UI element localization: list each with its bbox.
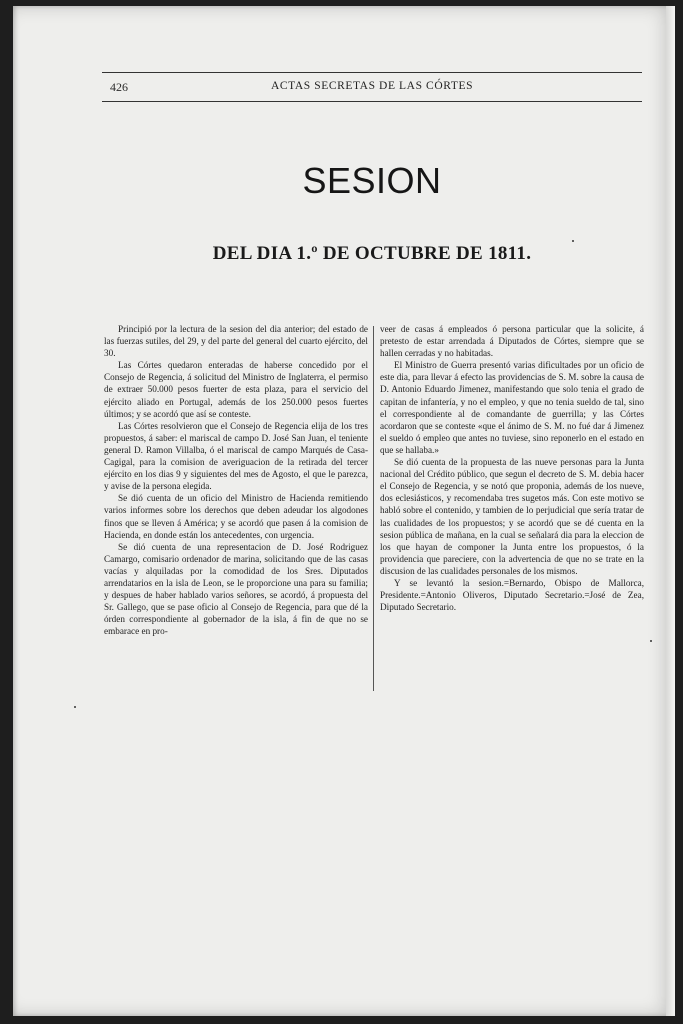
page-title: SESION xyxy=(302,160,442,201)
session-date-heading: DEL DIA 1.º DE OCTUBRE DE 1811. xyxy=(212,243,532,264)
header-top-rule xyxy=(102,72,642,73)
paragraph: veer de casas á empleados ó persona particular que la solicite, á pretesto de estar arrendada á Diputados de Córtes, siempre que se hallen cerradas y no habitadas. xyxy=(380,324,644,359)
paragraph: Las Córtes resolvieron que el Consejo de Regencia elija de los tres propuestos, á saber: el mariscal de campo D. José San Juan, el teniente general D. Ramon Villalba, ó el mariscal de campo Marqués de Casa-Cagigal, para la comision de averiguacion de la retirada del tercer ejército en los dias 9 y siguientes del mes de Agosto, el que le parezca, y avise de la persona elegida. xyxy=(104,420,368,492)
paragraph: El Ministro de Guerra presentó varias dificultades por un oficio de este dia, para llevar á efecto las providencias de S. M. sobre la causa de D. Antonio Eduardo Jimenez, manifestando que solo tenia el grado de capitan de infantería, y no el empleo, y que no tenia sueldo de tal, sino el correspondiente al de comandante de guerrilla; y las Córtes acordaron que se conteste «que el ánimo de S. M. no fué dar á Jimenez el sueldo ó empleo que antes no tuviese, sino reponerlo en el estado en que se hallaba.» xyxy=(380,360,644,455)
paragraph: Se dió cuenta de la propuesta de las nueve personas para la Junta nacional del Crédito público, que segun el decreto de S. M. debia hacer el Consejo de Regencia, y se notó que proponia, además de los nueve, dos eclesiásticos, y recomendaba tres sugetos más. Con este motivo se habló sobre el contenido, y tambien de lo perjudicial que sería tratar de las cualidades de los propuestos; y se acordó que se dé cuenta en la sesion pública de mañana, en la cual se señalará dia para la eleccion de los que hayan de componer la Junta entre los propuestos, ó la providencia que pareciere, con la advertencia de que no se trate en la discusion de las cualidades personales de los mismos. xyxy=(380,457,644,576)
column-divider xyxy=(373,326,374,691)
paper-speck xyxy=(650,640,652,642)
paper-speck xyxy=(572,240,574,242)
page-number: 426 xyxy=(110,80,128,94)
running-head: ACTAS SECRETAS DE LAS CÓRTES xyxy=(270,80,474,92)
paragraph: Y se levantó la sesion.=Bernardo, Obispo de Mallorca, Presidente.=Antonio Oliveros, Diputado Secretario.=José de Zea, Diputado Secretario. xyxy=(380,577,644,613)
paragraph: Las Córtes quedaron enteradas de haberse concedido por el Consejo de Regencia, á solicitud del Ministro de Inglaterra, el permiso de extraer 50.000 pesos fuerter de esta plaza, para el servicio del ejército aliado en Portugal, además de los 250.000 pesos fuertes últimos; y se acordó que así se conteste. xyxy=(104,360,368,419)
paragraph: Principió por la lectura de la sesion del dia anterior; del estado de las fuerzas sutiles, del 29, y del parte del general del cuarto ejército, del 30. xyxy=(104,324,368,359)
paragraph: Se dió cuenta de una representacion de D. José Rodriguez Camargo, comisario ordenador de marina, solicitando que de las casas vacías y alquiladas por la comodidad de los Sres. Diputados arrendatarios en la isla de Leon, se le proporcione una para su familia; y despues de haber hablado varios señores, se acordó, á propuesta del Sr. Gallego, que se pase oficio al Consejo de Regencia, para que dé la órden correspondiente al gobernador de la isla, á fin de que no se embarace en pro- xyxy=(104,541,368,637)
paper-speck xyxy=(74,706,76,708)
right-text-column xyxy=(380,323,644,613)
paragraph: Se dió cuenta de un oficio del Ministro de Hacienda remitiendo varios informes sobre los derechos que deben adeudar los algodones finos que se lleven á América; y se acordó que pasen á la comision de Hacienda, en donde están los antecedentes, con urgencia. xyxy=(104,493,368,540)
left-text-column xyxy=(104,323,368,637)
page-edge-shadow xyxy=(666,6,675,1016)
header-bottom-rule xyxy=(102,101,642,102)
